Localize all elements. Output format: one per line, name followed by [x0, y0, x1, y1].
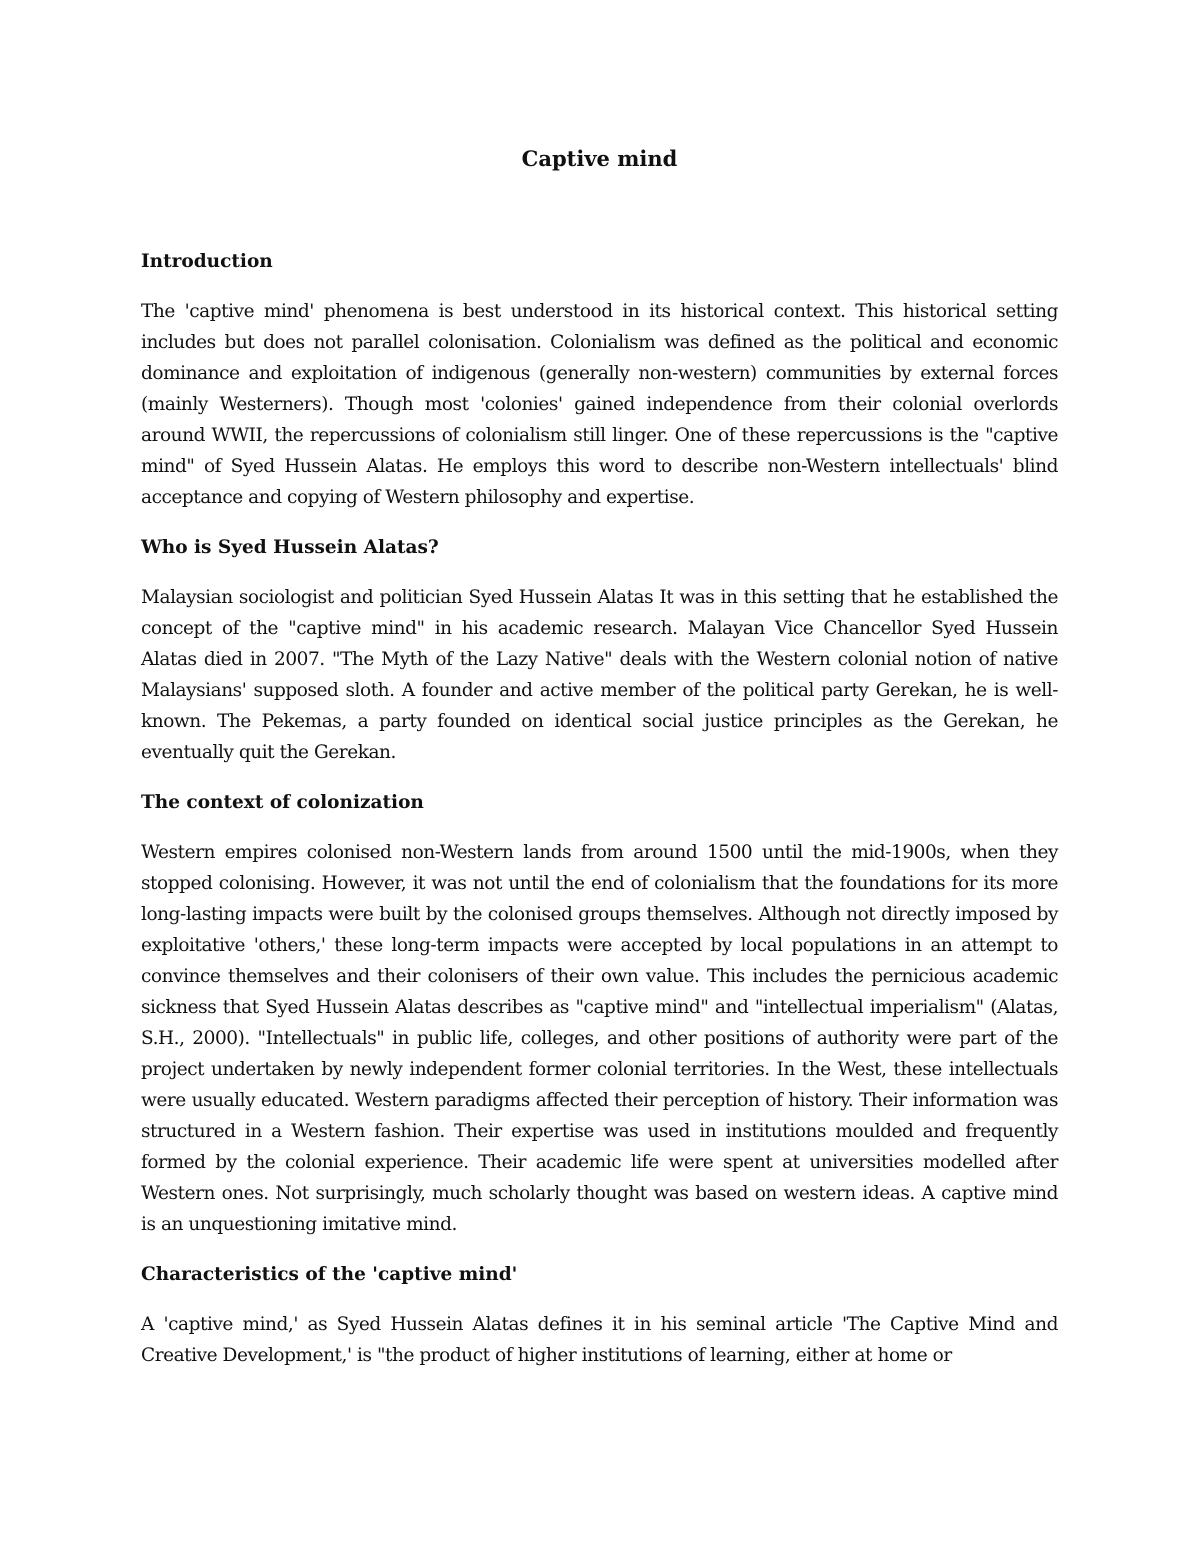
section-body-who-is-alatas: Malaysian sociologist and politician Syed Hussein Alatas It was in this setting that he established the concept of the "captive mind" in his academic research. Malayan Vice Chancellor Syed Hussein Alatas died in 2007. "The Myth of the Lazy Native" deals with the Western colonial notion of native Malaysians' supposed sloth. A founder and active member of the political party Gerekan, he is well-known. The Pekemas, a party founded on identical social justice principles as the Gerekan, he eventually quit the Gerekan.	[141, 587, 1058, 763]
section-heading-characteristics: Characteristics of the 'captive mind'	[141, 1264, 518, 1285]
section-body-introduction: The 'captive mind' phenomena is best understood in its historical context. This historical setting includes but does not parallel colonisation. Colonialism was defined as the political and economic dominance and exploitation of indigenous (generally non-western) communities by external forces (mainly Westerners). Though most 'colonies' gained independence from their colonial overlords around WWII, the repercussions of colonialism still linger. One of these repercussions is the "captive mind" of Syed Hussein Alatas. He employs this word to describe non-Western intellectuals' blind acceptance and copying of Western philosophy and expertise.	[141, 301, 1058, 508]
section-heading-introduction: Introduction	[141, 251, 273, 272]
section-heading-context-of-colonization: The context of colonization	[141, 792, 424, 813]
document-title: Captive mind	[521, 146, 678, 171]
section-body-characteristics: A 'captive mind,' as Syed Hussein Alatas defines it in his seminal article 'The Captive Mind and Creative Development,' is "the product of higher institutions of learning, either at home or	[141, 1314, 1058, 1366]
document-content	[141, 142, 1058, 1390]
section-heading-who-is-alatas: Who is Syed Hussein Alatas?	[141, 537, 439, 558]
section-body-context-of-colonization: Western empires colonised non-Western lands from around 1500 until the mid-1900s, when they stopped colonising. However, it was not until the end of colonialism that the foundations for its more long-lasting impacts were built by the colonised groups themselves. Although not directly imposed by exploitative 'others,' these long-term impacts were accepted by local populations in an attempt to convince themselves and their colonisers of their own value. This includes the pernicious academic sickness that Syed Hussein Alatas describes as "captive mind" and "intellectual imperialism" (Alatas, S.H., 2000). "Intellectuals" in public life, colleges, and other positions of authority were part of the project undertaken by newly independent former colonial territories. In the West, these intellectuals were usually educated. Western paradigms affected their perception of history. Their information was structured in a Western fashion. Their expertise was used in institutions moulded and frequently formed by the colonial experience. Their academic life were spent at universities modelled after Western ones. Not surprisingly, much scholarly thought was based on western ideas. A captive mind is an unquestioning imitative mind.	[141, 842, 1058, 1235]
